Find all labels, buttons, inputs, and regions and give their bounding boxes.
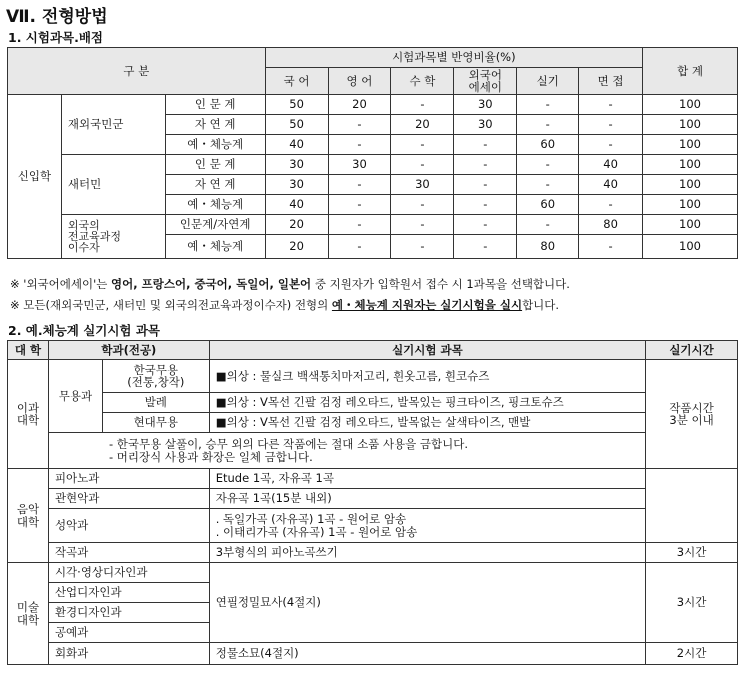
exam-subject: . 독일가곡 (자유곡) 1곡 - 원어로 암송 . 이태리가곡 (자유곡) 1곡 - 원어로 암송 bbox=[209, 509, 645, 543]
cell-total: 100 bbox=[643, 235, 738, 259]
dept-name: 산업디자인과 bbox=[48, 583, 209, 603]
cell: 30 bbox=[454, 95, 517, 115]
cell: - bbox=[391, 95, 454, 115]
exam-time: 작품시간 3분 이내 bbox=[646, 360, 738, 469]
major-name: 한국무용 (전통,창작) bbox=[102, 360, 209, 393]
dept-name: 공예과 bbox=[48, 623, 209, 643]
table-row bbox=[8, 413, 738, 433]
dance-remark: - 한국무용 살풀이, 승무 외의 다른 작품에는 절대 소품 사용을 금합니다. - 머리장식 사용과 화장은 일체 금합니다. bbox=[48, 433, 645, 469]
cell: 20 bbox=[265, 215, 328, 235]
subgroup-name: 외국의 전교육과정 이수자 bbox=[61, 215, 165, 259]
dept-name: 성악과 bbox=[48, 509, 209, 543]
college-name: 음악 대학 bbox=[8, 469, 49, 563]
table-row bbox=[8, 509, 738, 543]
header-total: 합 계 bbox=[643, 48, 738, 95]
exam-subject: 정물소묘(4절지) bbox=[209, 643, 645, 665]
cell: - bbox=[391, 135, 454, 155]
dept-name: 시각·영상디자인과 bbox=[48, 563, 209, 583]
cell: 40 bbox=[265, 135, 328, 155]
major-name: 발레 bbox=[102, 393, 209, 413]
header-dept: 학과(전공) bbox=[48, 341, 209, 360]
dept-name: 피아노과 bbox=[48, 469, 209, 489]
header-subject: 면 접 bbox=[579, 68, 643, 95]
dept-name: 무용과 bbox=[48, 360, 102, 433]
cell: - bbox=[517, 175, 579, 195]
cell: 80 bbox=[579, 215, 643, 235]
cell: - bbox=[517, 155, 579, 175]
track: 예・체능계 bbox=[165, 195, 265, 215]
exam-time: 3시간 bbox=[646, 563, 738, 643]
cell: - bbox=[579, 195, 643, 215]
cell: 50 bbox=[265, 115, 328, 135]
dept-name: 회화과 bbox=[48, 643, 209, 665]
header-gubun: 구 분 bbox=[8, 48, 266, 95]
cell: 20 bbox=[391, 115, 454, 135]
cell-total: 100 bbox=[643, 135, 738, 155]
group-name: 신입학 bbox=[8, 95, 62, 259]
exam-subject: 연필정밀묘사(4절지) bbox=[209, 563, 645, 643]
cell: 30 bbox=[391, 175, 454, 195]
cell: 30 bbox=[454, 115, 517, 135]
subgroup-name: 재외국민군 bbox=[61, 95, 165, 155]
track: 인 문 계 bbox=[165, 95, 265, 115]
cell: 40 bbox=[579, 175, 643, 195]
header-time: 실기시간 bbox=[646, 341, 738, 360]
cell: 30 bbox=[328, 155, 391, 175]
cell: - bbox=[579, 135, 643, 155]
track: 예・체능계 bbox=[165, 135, 265, 155]
cell: - bbox=[579, 115, 643, 135]
cell: - bbox=[454, 195, 517, 215]
track: 예・체능계 bbox=[165, 235, 265, 259]
cell: - bbox=[328, 135, 391, 155]
cell: 60 bbox=[517, 195, 579, 215]
college-name: 이과 대학 bbox=[8, 360, 49, 469]
dept-name: 환경디자인과 bbox=[48, 603, 209, 623]
cell: - bbox=[391, 215, 454, 235]
cell: - bbox=[454, 175, 517, 195]
note-foreign-essay: ※ '외국어에세이'는 영어, 프랑스어, 중국어, 독일어, 일본어 중 지원자가 입학원서 접수 시 1과목을 선택합니다. bbox=[10, 277, 570, 291]
table-row bbox=[8, 215, 738, 235]
track: 자 연 계 bbox=[165, 115, 265, 135]
cell: - bbox=[328, 235, 391, 259]
cell: 40 bbox=[265, 195, 328, 215]
score-table bbox=[7, 47, 738, 259]
exam-subject: ■의상 : 물실크 백색통치마저고리, 흰옷고름, 흰코슈즈 bbox=[209, 360, 645, 393]
cell: - bbox=[517, 215, 579, 235]
major-name: 현대무용 bbox=[102, 413, 209, 433]
cell: - bbox=[454, 215, 517, 235]
header-subject: 영 어 bbox=[328, 68, 391, 95]
cell-total: 100 bbox=[643, 155, 738, 175]
cell: - bbox=[391, 195, 454, 215]
exam-subject: Etude 1곡, 자유곡 1곡 bbox=[209, 469, 645, 489]
section1-heading: 1. 시험과목.배점 bbox=[8, 30, 103, 45]
header-subject: 수 학 bbox=[391, 68, 454, 95]
cell: - bbox=[391, 235, 454, 259]
cell: 20 bbox=[265, 235, 328, 259]
cell: - bbox=[328, 195, 391, 215]
cell: 20 bbox=[328, 95, 391, 115]
table-row bbox=[8, 393, 738, 413]
table-row bbox=[8, 543, 738, 563]
track: 인문계/자연계 bbox=[165, 215, 265, 235]
exam-time: 2시간 bbox=[646, 643, 738, 665]
cell: - bbox=[579, 95, 643, 115]
header-college: 대 학 bbox=[8, 341, 49, 360]
cell: - bbox=[454, 155, 517, 175]
cell: - bbox=[517, 115, 579, 135]
cell: - bbox=[517, 95, 579, 115]
page-title: Ⅶ. 전형방법 bbox=[6, 7, 108, 27]
note-practical-exam: ※ 모든(재외국민군, 새터민 및 외국의전교육과정이수자) 전형의 예・체능계 지원자는 실기시험을 실시합니다. bbox=[10, 298, 560, 312]
dept-name: 관현악과 bbox=[48, 489, 209, 509]
cell-total: 100 bbox=[643, 175, 738, 195]
exam-subject: ■의상 : V목선 긴팔 검정 레오타드, 발목있는 핑크타이즈, 핑크토슈즈 bbox=[209, 393, 645, 413]
cell-total: 100 bbox=[643, 115, 738, 135]
table-row bbox=[8, 489, 738, 509]
table-row bbox=[8, 95, 738, 115]
cell: 30 bbox=[265, 155, 328, 175]
college-name: 미술 대학 bbox=[8, 563, 49, 665]
cell: - bbox=[328, 115, 391, 135]
cell-total: 100 bbox=[643, 195, 738, 215]
cell: 60 bbox=[517, 135, 579, 155]
cell: - bbox=[454, 135, 517, 155]
header-subject: 국 어 bbox=[265, 68, 328, 95]
cell: - bbox=[391, 155, 454, 175]
header-subject: 외국어 에세이 bbox=[454, 68, 517, 95]
cell: 80 bbox=[517, 235, 579, 259]
cell: - bbox=[328, 215, 391, 235]
exam-subject: ■의상 : V목선 긴팔 검정 레오타드, 발목없는 살색타이즈, 맨발 bbox=[209, 413, 645, 433]
header-subject: 실기 bbox=[517, 68, 579, 95]
section2-heading: 2. 예.체능계 실기시험 과목 bbox=[8, 323, 161, 338]
cell: 50 bbox=[265, 95, 328, 115]
exam-subject: 자유곡 1곡(15분 내외) bbox=[209, 489, 645, 509]
cell: - bbox=[454, 235, 517, 259]
table-row bbox=[8, 155, 738, 175]
dept-name: 작곡과 bbox=[48, 543, 209, 563]
cell: - bbox=[328, 175, 391, 195]
exam-time bbox=[646, 469, 738, 543]
header-ratio: 시험과목별 반영비율(%) bbox=[265, 48, 642, 68]
cell: 30 bbox=[265, 175, 328, 195]
table-row bbox=[8, 433, 738, 469]
cell-total: 100 bbox=[643, 215, 738, 235]
subgroup-name: 새터민 bbox=[61, 155, 165, 215]
track: 인 문 계 bbox=[165, 155, 265, 175]
cell: 40 bbox=[579, 155, 643, 175]
table-row bbox=[8, 563, 738, 583]
cell-total: 100 bbox=[643, 95, 738, 115]
header-subjects: 실기시험 과목 bbox=[209, 341, 645, 360]
track: 자 연 계 bbox=[165, 175, 265, 195]
exam-subject: 3부형식의 피아노곡쓰기 bbox=[209, 543, 645, 563]
table-row bbox=[8, 360, 738, 393]
exam-time: 3시간 bbox=[646, 543, 738, 563]
cell: - bbox=[579, 235, 643, 259]
table-row bbox=[8, 643, 738, 665]
practical-exam-table bbox=[7, 340, 738, 665]
table-row bbox=[8, 469, 738, 489]
